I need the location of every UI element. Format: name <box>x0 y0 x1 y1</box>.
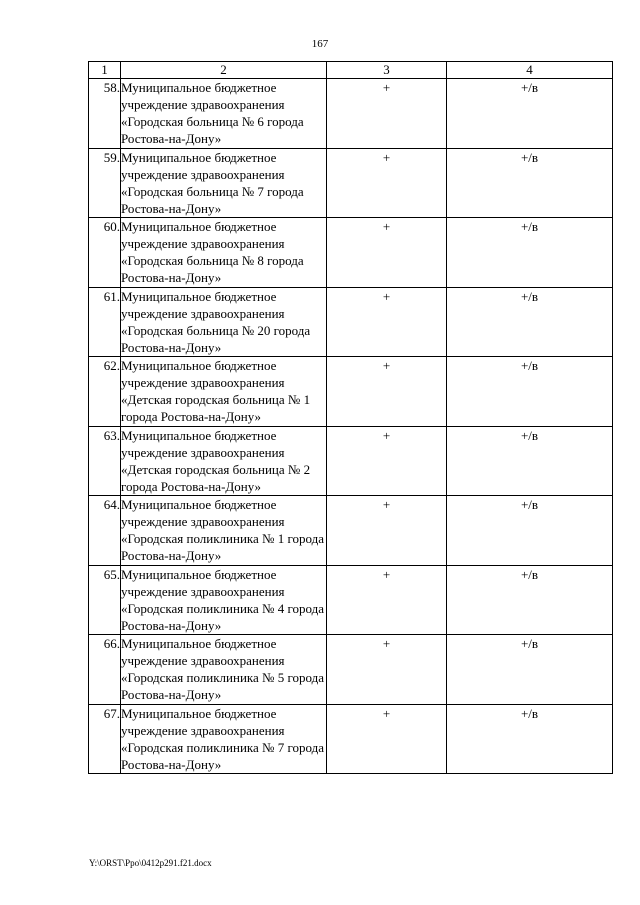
header-col-2: 2 <box>121 62 327 79</box>
col4-mark: +/в <box>447 496 613 566</box>
header-col-3: 3 <box>327 62 447 79</box>
institution-name: Муниципальное бюджетное учреждение здравоохранения «Детская городская больница № 1 города Ростова-на-Дону» <box>121 357 327 427</box>
col4-mark: +/в <box>447 704 613 774</box>
row-number: 66. <box>89 635 121 705</box>
col4-mark: +/в <box>447 357 613 427</box>
col4-mark: +/в <box>447 218 613 288</box>
col3-mark: + <box>327 148 447 218</box>
institution-name: Муниципальное бюджетное учреждение здравоохранения «Городская больница № 7 города Ростова-на-Дону» <box>121 148 327 218</box>
table-row <box>89 496 613 566</box>
col3-mark: + <box>327 218 447 288</box>
col4-mark: +/в <box>447 565 613 635</box>
institution-name: Муниципальное бюджетное учреждение здравоохранения «Городская больница № 6 города Ростова-на-Дону» <box>121 79 327 149</box>
row-number: 59. <box>89 148 121 218</box>
table-row <box>89 426 613 496</box>
col3-mark: + <box>327 635 447 705</box>
table-row <box>89 287 613 357</box>
table-row <box>89 357 613 427</box>
header-col-1: 1 <box>89 62 121 79</box>
institution-name: Муниципальное бюджетное учреждение здравоохранения «Детская городская больница № 2 города Ростова-на-Дону» <box>121 426 327 496</box>
row-number: 61. <box>89 287 121 357</box>
institutions-table <box>88 61 613 774</box>
table-row <box>89 218 613 288</box>
row-number: 58. <box>89 79 121 149</box>
header-col-4: 4 <box>447 62 613 79</box>
col3-mark: + <box>327 426 447 496</box>
table-header-row <box>89 62 613 79</box>
row-number: 65. <box>89 565 121 635</box>
row-number: 63. <box>89 426 121 496</box>
col4-mark: +/в <box>447 148 613 218</box>
institution-name: Муниципальное бюджетное учреждение здравоохранения «Городская поликлиника № 4 города Ростова-на-Дону» <box>121 565 327 635</box>
col4-mark: +/в <box>447 79 613 149</box>
table-row <box>89 635 613 705</box>
col3-mark: + <box>327 704 447 774</box>
col3-mark: + <box>327 79 447 149</box>
col3-mark: + <box>327 565 447 635</box>
row-number: 67. <box>89 704 121 774</box>
institution-name: Муниципальное бюджетное учреждение здравоохранения «Городская поликлиника № 7 города Ростова-на-Дону» <box>121 704 327 774</box>
institution-name: Муниципальное бюджетное учреждение здравоохранения «Городская больница № 8 города Ростова-на-Дону» <box>121 218 327 288</box>
table-row <box>89 79 613 149</box>
table-row <box>89 704 613 774</box>
institution-name: Муниципальное бюджетное учреждение здравоохранения «Городская поликлиника № 1 города Ростова-на-Дону» <box>121 496 327 566</box>
footer-file-path: Y:\ORST\Ppo\0412p291.f21.docx <box>89 858 212 868</box>
col3-mark: + <box>327 287 447 357</box>
institution-name: Муниципальное бюджетное учреждение здравоохранения «Городская больница № 20 города Ростова-на-Дону» <box>121 287 327 357</box>
col3-mark: + <box>327 357 447 427</box>
table-row <box>89 565 613 635</box>
col4-mark: +/в <box>447 287 613 357</box>
col4-mark: +/в <box>447 426 613 496</box>
row-number: 60. <box>89 218 121 288</box>
page-number: 167 <box>311 38 329 50</box>
col3-mark: + <box>327 496 447 566</box>
row-number: 64. <box>89 496 121 566</box>
table-row <box>89 148 613 218</box>
row-number: 62. <box>89 357 121 427</box>
institution-name: Муниципальное бюджетное учреждение здравоохранения «Городская поликлиника № 5 города Ростова-на-Дону» <box>121 635 327 705</box>
col4-mark: +/в <box>447 635 613 705</box>
